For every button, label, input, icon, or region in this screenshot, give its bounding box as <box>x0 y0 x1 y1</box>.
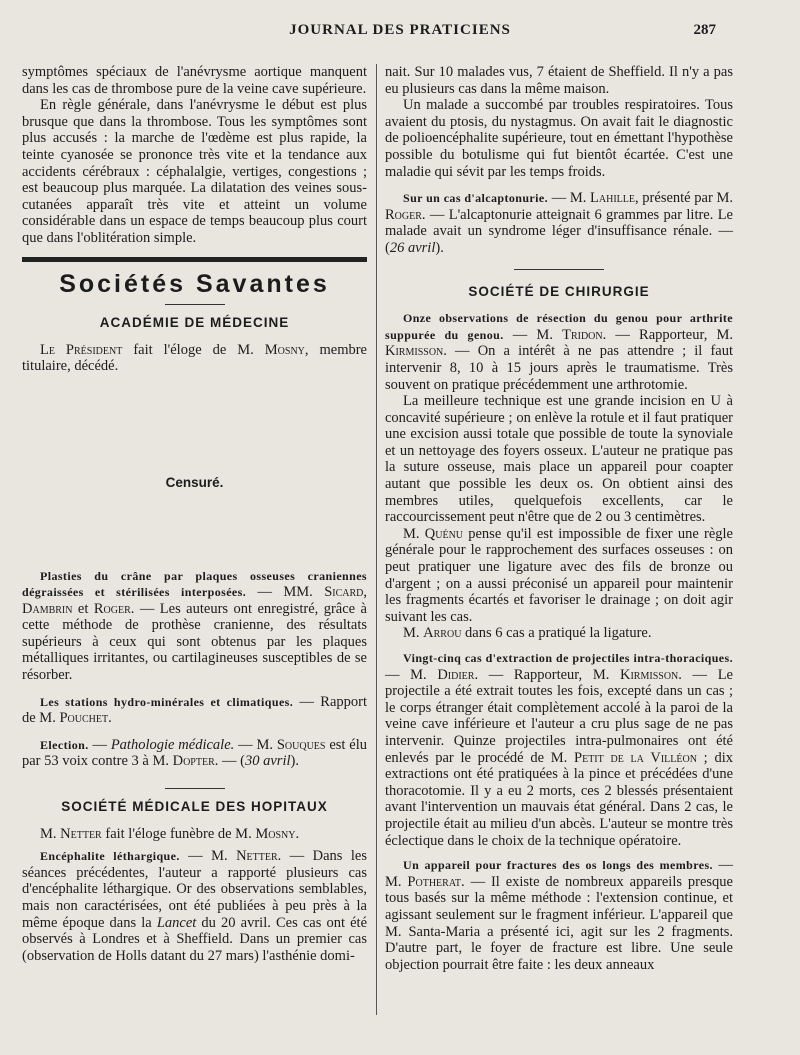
paragraph-netter-eloge: M. Netter fait l'éloge funèbre de M. Mosny. <box>40 825 300 842</box>
paragraph-election: Election. — Pathologie médicale. — M. Souques est élu par 53 voix contre 3 à M. Dopter. — (30 avril). <box>22 736 367 770</box>
paragraph-respiratory: Un malade a succombé par troubles respiratoires. Tous avaient du ptosis, du nystagmus. On avait fait le diagnostic de polioencéphalite supérieure, tout en émettant l'hypothèse possible du botulisme qui fut bientôt écartée. C'est une maladie qui sévit par les temps froids. <box>385 97 733 180</box>
paragraph-appareil-fractures: Un appareil pour fractures des os longs des membres. — M. Potherat. — Il existe de nombreux appareils presque tous basés sur la même méthode : l'extension continue, et agissant seulement sur le fragment inférieur. L'appareil que M. Santa-Maria a présenté ici, agit sur les 2 fragments. D'autre part, le foyer de fracture est libre. Une seule objection pourrait être faite : les deux anneaux <box>385 857 734 973</box>
right-column <box>385 64 733 1055</box>
left-column <box>22 64 367 1055</box>
paragraph-projectiles: Vingt-cinq cas d'extraction de projectiles intra-thoraciques. — M. Didier. — Rapporteur, M. Kirmisson. — Le projectile a été extrait toutes les fois, excepté dans un cas ; le corps étranger était complètement accolé à la paroi de la veine cave inférieure et l'auteur a cru plus sage de ne pas intervenir. Quinze projectiles intra-pulmonaires ont été enlevés par le procédé de M. Petit de la Villéon ; dix extractions ont été pratiquées à la pince et précédées d'une thoracotomie. Il y a eu 2 morts, ces 2 blessés présentaient avant l'intervention un mauvais état général. Dans 2 cas, le projectile était au milieu d'un abcès. L'auteur se montre très éclectique dans le choix de la technique opératoire. <box>385 651 733 849</box>
paragraph-plasties-crane: Plasties du crâne par plaques osseuses craniennes dégraissées et stérilisées interposées. — MM. Sicard, Dambrin et Roger. — Les auteurs ont enregistré, grâce à cette méthode de prothèse cranienne, des résultats supérieurs à ceux qui sont obtenus par les plaques métalliques irritantes, ou cartilagineuses susceptibles de se résorber. <box>22 568 367 684</box>
paragraph-president-eloge: Le Président fait l'éloge de M. Mosny, membre titulaire, décédé. <box>22 341 367 375</box>
section-rule <box>22 257 367 262</box>
journal-title: JOURNAL DES PRATICIENS <box>289 22 511 38</box>
heading-academie-medecine: ACADÉMIE DE MÉDECINE <box>99 315 290 331</box>
paragraph-aneurysm-symptoms: symptômes spéciaux de l'anévrysme aortique manquent dans les cas de thrombose pure de la veine cave supérieure. <box>22 64 367 97</box>
paragraph-sheffield: nait. Sur 10 malades vus, 7 étaient de Sheffield. Il n'y a pas eu plusieurs cas dans la même maison. <box>385 64 733 97</box>
paragraph-quenu: M. Quénu pense qu'il est impossible de fixer une règle générale pour le rapprochement des surfaces osseuses : on peut pratiquer une ligature avec des fils de bronze ou d'argent ; on a aussi préconisé un appareil pour maintenir les fragments écartés et favoriser le drainage ; on doit agir suivant les cas. <box>385 525 733 625</box>
paragraph-technique: La meilleure technique est une grande incision en U à concavité supérieure ; on enlève la rotule et il faut pratiquer une excision aussi totale que possible de toute la synoviale et un nettoyage des foyers osseux. L'auteur ne pratique pas la suture osseuse, mais place un appareil pour coapter autant que possible les deux os. On obtient ainsi des membres utiles, quelquefois excellents, car le raccourcissement peut n'être que de 2 ou 3 centimètres. <box>385 393 733 526</box>
paragraph-resection-genou: Onze observations de résection du genou pour arthrite suppurée du genou. — M. Tridon. — Rapporteur, M. Kirmisson. — On a intérêt à ne pas attendre ; il faut intervenir 8, 10 à 15 jours après le traumatisme. Très souvent on pratique précédemment une arthrotomie. <box>385 311 733 393</box>
divider <box>514 269 604 270</box>
paragraph-arrou: M. Arrou dans 6 cas a pratiqué la ligature. <box>403 625 652 642</box>
heading-societe-hopitaux: SOCIÉTÉ MÉDICALE DES HOPITAUX <box>61 799 328 815</box>
divider <box>165 788 225 789</box>
paragraph-general-rule: En règle générale, dans l'anévrysme le début est plus brusque que dans la thrombose. Tous les symptômes sont plus accusés : la marche de l'œdème est plus rapide, la teinte cyanosée se prononce très vite et la tendance aux accidents cérébraux : céphalalgie, vertiges, congestions ; est beaucoup plus marquée. La dilatation des veines sous-cutanées apparaît très vite et atteint un volume considérable dans un espace de temps beaucoup plus court que dans l'oblitération simple. <box>22 97 367 246</box>
divider <box>165 304 225 305</box>
page-number: 287 <box>693 22 716 38</box>
paragraph-alcaptonurie: Sur un cas d'alcaptonurie. — M. Lahille, présenté par M. Roger. — L'alcaptonurie atteignait 6 grammes par litre. Le malade avait un syndrome léger d'insuffisance rénale. — (26 avril). <box>385 190 733 256</box>
censored-notice: Censuré. <box>165 474 224 490</box>
paragraph-encephalite: Encéphalite léthargique. — M. Netter. — Dans les séances précédentes, l'auteur a rapporté plusieurs cas d'encéphalite léthargique. Or des observations semblables, mais non caractérisées, ont été publiées à peu près à la même époque dans la Lancet du 20 avril. Ces cas ont été observés à Londres et à Sheffield. Dans un premier cas (observation de Holls datant du 27 mars) l'asthénie domi- <box>22 848 368 964</box>
paragraph-stations: Les stations hydro-minérales et climatiques. — Rapport de M. Pouchet. <box>22 693 367 727</box>
section-title-societes-savantes: Sociétés Savantes <box>59 269 330 298</box>
column-divider <box>376 64 377 1015</box>
heading-societe-chirurgie: SOCIÉTÉ DE CHIRURGIE <box>468 283 650 299</box>
running-head <box>0 18 800 48</box>
